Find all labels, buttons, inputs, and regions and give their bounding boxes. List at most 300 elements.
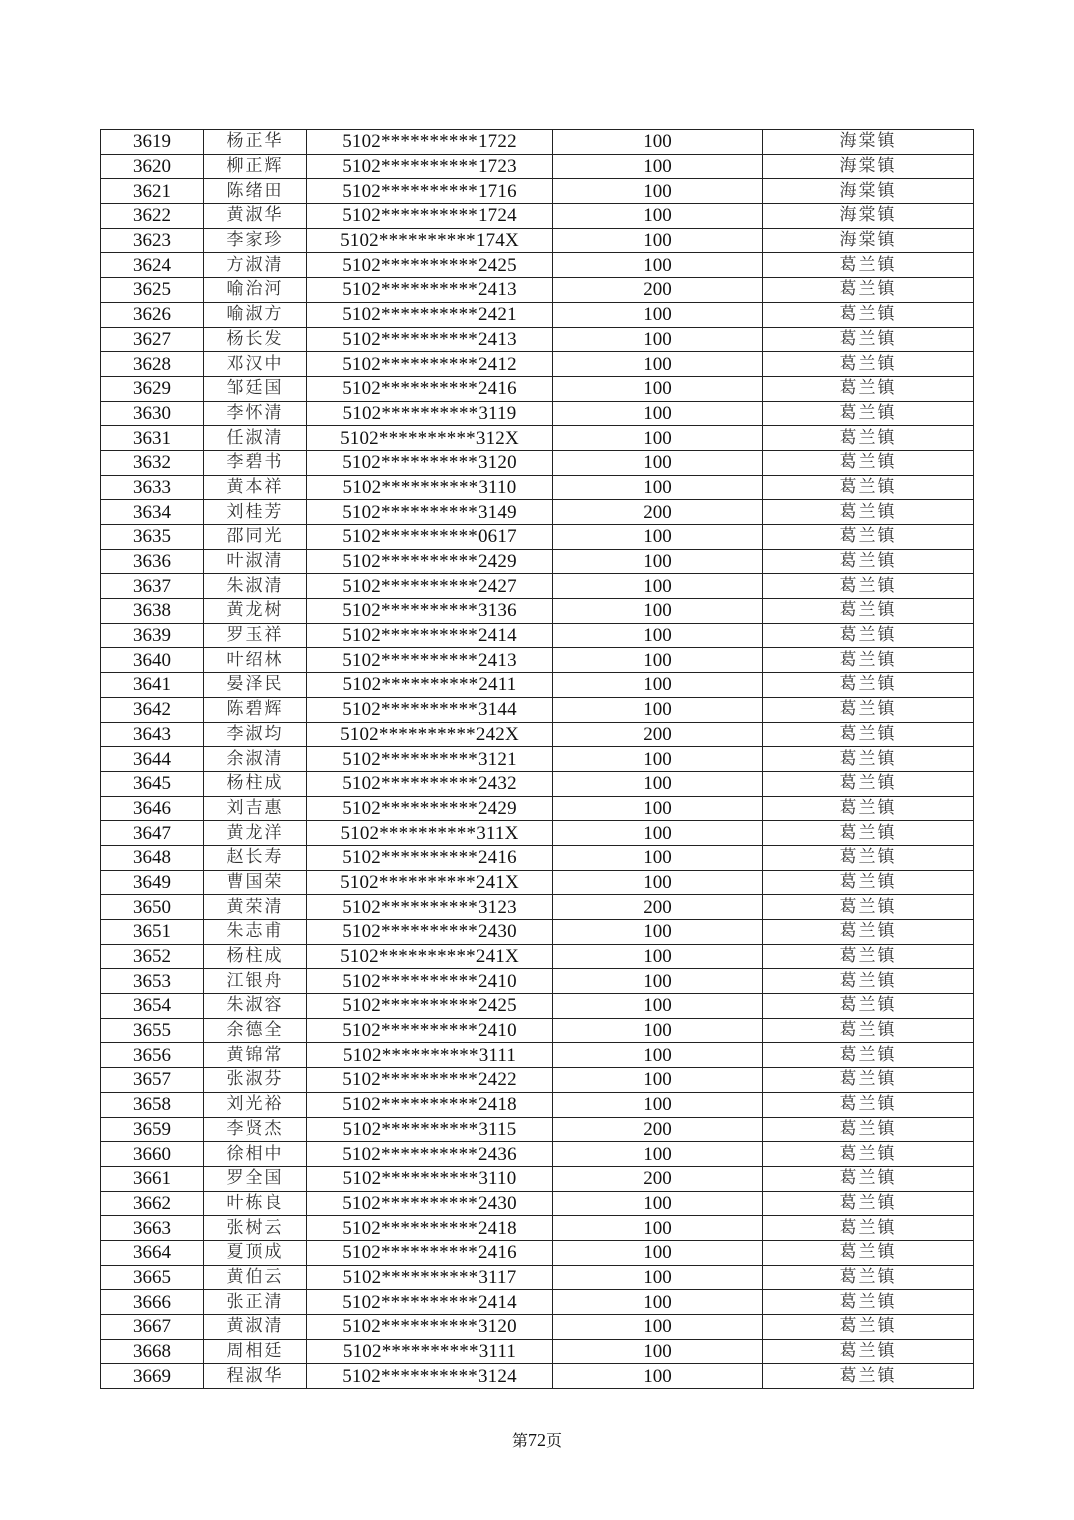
cell-name: 刘光裕 [204, 1092, 307, 1117]
table-row [101, 747, 974, 772]
cell-seq: 3624 [101, 253, 204, 278]
cell-amount: 100 [553, 1068, 763, 1093]
cell-id-number: 5102**********2421 [307, 302, 553, 327]
table-row [101, 994, 974, 1019]
cell-amount: 200 [553, 722, 763, 747]
cell-town: 葛兰镇 [763, 969, 974, 994]
cell-town: 葛兰镇 [763, 450, 974, 475]
cell-id-number: 5102**********2416 [307, 845, 553, 870]
cell-seq: 3650 [101, 895, 204, 920]
cell-amount: 100 [553, 376, 763, 401]
cell-name: 喻治河 [204, 278, 307, 303]
cell-seq: 3628 [101, 352, 204, 377]
page-number: 72 [528, 1430, 546, 1450]
cell-town: 葛兰镇 [763, 1339, 974, 1364]
cell-town: 葛兰镇 [763, 1364, 974, 1389]
cell-name: 余德全 [204, 1018, 307, 1043]
cell-amount: 100 [553, 1315, 763, 1340]
cell-town: 葛兰镇 [763, 574, 974, 599]
cell-amount: 100 [553, 401, 763, 426]
cell-town: 海棠镇 [763, 130, 974, 155]
cell-name: 晏泽民 [204, 673, 307, 698]
cell-town: 葛兰镇 [763, 1240, 974, 1265]
cell-town: 葛兰镇 [763, 796, 974, 821]
cell-id-number: 5102**********3111 [307, 1043, 553, 1068]
cell-seq: 3653 [101, 969, 204, 994]
cell-seq: 3634 [101, 500, 204, 525]
cell-seq: 3635 [101, 525, 204, 550]
table-row [101, 253, 974, 278]
table-row [101, 1339, 974, 1364]
table-row [101, 426, 974, 451]
cell-name: 张树云 [204, 1216, 307, 1241]
cell-seq: 3625 [101, 278, 204, 303]
cell-amount: 100 [553, 944, 763, 969]
cell-amount: 100 [553, 228, 763, 253]
cell-id-number: 5102**********2430 [307, 920, 553, 945]
cell-amount: 100 [553, 525, 763, 550]
cell-id-number: 5102**********1724 [307, 204, 553, 229]
table-row [101, 1191, 974, 1216]
cell-id-number: 5102**********2413 [307, 278, 553, 303]
cell-id-number: 5102**********0617 [307, 525, 553, 550]
cell-seq: 3659 [101, 1117, 204, 1142]
cell-amount: 200 [553, 895, 763, 920]
cell-town: 葛兰镇 [763, 327, 974, 352]
cell-id-number: 5102**********2410 [307, 1018, 553, 1043]
cell-seq: 3638 [101, 599, 204, 624]
cell-id-number: 5102**********2414 [307, 623, 553, 648]
table-row [101, 450, 974, 475]
cell-seq: 3644 [101, 747, 204, 772]
table-row [101, 845, 974, 870]
cell-seq: 3621 [101, 179, 204, 204]
cell-town: 葛兰镇 [763, 302, 974, 327]
cell-id-number: 5102**********2416 [307, 376, 553, 401]
cell-id-number: 5102**********1723 [307, 154, 553, 179]
table-row [101, 697, 974, 722]
cell-name: 任淑清 [204, 426, 307, 451]
table-row [101, 525, 974, 550]
cell-seq: 3656 [101, 1043, 204, 1068]
cell-seq: 3620 [101, 154, 204, 179]
table-row [101, 475, 974, 500]
table-row [101, 327, 974, 352]
cell-name: 徐相中 [204, 1142, 307, 1167]
cell-name: 黄龙树 [204, 599, 307, 624]
table-row [101, 1043, 974, 1068]
cell-town: 葛兰镇 [763, 944, 974, 969]
cell-id-number: 5102**********3124 [307, 1364, 553, 1389]
cell-seq: 3668 [101, 1339, 204, 1364]
cell-seq: 3631 [101, 426, 204, 451]
cell-amount: 100 [553, 697, 763, 722]
cell-id-number: 5102**********3117 [307, 1265, 553, 1290]
cell-town: 葛兰镇 [763, 1265, 974, 1290]
cell-name: 罗玉祥 [204, 623, 307, 648]
cell-amount: 100 [553, 870, 763, 895]
cell-id-number: 5102**********2411 [307, 673, 553, 698]
cell-seq: 3622 [101, 204, 204, 229]
cell-name: 黄本祥 [204, 475, 307, 500]
cell-id-number: 5102**********3115 [307, 1117, 553, 1142]
cell-seq: 3632 [101, 450, 204, 475]
cell-town: 葛兰镇 [763, 1191, 974, 1216]
cell-amount: 100 [553, 599, 763, 624]
cell-name: 黄龙洋 [204, 821, 307, 846]
cell-seq: 3651 [101, 920, 204, 945]
cell-amount: 100 [553, 549, 763, 574]
cell-seq: 3665 [101, 1265, 204, 1290]
cell-town: 葛兰镇 [763, 1315, 974, 1340]
cell-id-number: 5102**********241X [307, 870, 553, 895]
cell-seq: 3669 [101, 1364, 204, 1389]
cell-id-number: 5102**********3121 [307, 747, 553, 772]
cell-amount: 100 [553, 648, 763, 673]
cell-seq: 3636 [101, 549, 204, 574]
cell-amount: 100 [553, 475, 763, 500]
table-row [101, 1240, 974, 1265]
cell-name: 刘桂芳 [204, 500, 307, 525]
table-row [101, 821, 974, 846]
cell-name: 陈碧辉 [204, 697, 307, 722]
cell-id-number: 5102**********2414 [307, 1290, 553, 1315]
cell-amount: 100 [553, 969, 763, 994]
cell-town: 葛兰镇 [763, 525, 974, 550]
table-row [101, 228, 974, 253]
cell-town: 海棠镇 [763, 228, 974, 253]
cell-amount: 100 [553, 1018, 763, 1043]
cell-name: 喻淑方 [204, 302, 307, 327]
cell-name: 周相廷 [204, 1339, 307, 1364]
cell-seq: 3645 [101, 771, 204, 796]
cell-amount: 200 [553, 1117, 763, 1142]
table-row [101, 179, 974, 204]
cell-seq: 3664 [101, 1240, 204, 1265]
cell-amount: 100 [553, 1290, 763, 1315]
cell-name: 邹廷国 [204, 376, 307, 401]
cell-name: 江银舟 [204, 969, 307, 994]
cell-id-number: 5102**********2418 [307, 1216, 553, 1241]
cell-amount: 200 [553, 500, 763, 525]
cell-seq: 3630 [101, 401, 204, 426]
cell-name: 余淑清 [204, 747, 307, 772]
cell-seq: 3626 [101, 302, 204, 327]
table-row [101, 1315, 974, 1340]
cell-id-number: 5102**********241X [307, 944, 553, 969]
cell-town: 葛兰镇 [763, 821, 974, 846]
cell-seq: 3658 [101, 1092, 204, 1117]
cell-amount: 100 [553, 1191, 763, 1216]
table-row [101, 771, 974, 796]
cell-id-number: 5102**********312X [307, 426, 553, 451]
cell-amount: 100 [553, 1265, 763, 1290]
cell-seq: 3649 [101, 870, 204, 895]
cell-town: 葛兰镇 [763, 673, 974, 698]
cell-name: 叶淑清 [204, 549, 307, 574]
cell-id-number: 5102**********2427 [307, 574, 553, 599]
cell-seq: 3643 [101, 722, 204, 747]
cell-amount: 100 [553, 130, 763, 155]
cell-amount: 100 [553, 920, 763, 945]
cell-id-number: 5102**********2425 [307, 994, 553, 1019]
cell-amount: 100 [553, 623, 763, 648]
table-row [101, 1068, 974, 1093]
cell-town: 葛兰镇 [763, 599, 974, 624]
cell-seq: 3662 [101, 1191, 204, 1216]
cell-id-number: 5102**********1722 [307, 130, 553, 155]
cell-id-number: 5102**********3111 [307, 1339, 553, 1364]
cell-amount: 100 [553, 574, 763, 599]
table-row [101, 574, 974, 599]
cell-town: 葛兰镇 [763, 1068, 974, 1093]
cell-seq: 3660 [101, 1142, 204, 1167]
cell-amount: 100 [553, 673, 763, 698]
cell-town: 葛兰镇 [763, 845, 974, 870]
cell-seq: 3619 [101, 130, 204, 155]
table-row [101, 302, 974, 327]
cell-town: 葛兰镇 [763, 352, 974, 377]
cell-name: 杨正华 [204, 130, 307, 155]
cell-town: 葛兰镇 [763, 870, 974, 895]
cell-id-number: 5102**********2425 [307, 253, 553, 278]
cell-id-number: 5102**********2429 [307, 549, 553, 574]
cell-town: 葛兰镇 [763, 1142, 974, 1167]
cell-town: 葛兰镇 [763, 426, 974, 451]
cell-town: 葛兰镇 [763, 722, 974, 747]
table-row [101, 673, 974, 698]
cell-id-number: 5102**********2436 [307, 1142, 553, 1167]
cell-amount: 100 [553, 154, 763, 179]
table-body [101, 130, 974, 1389]
cell-name: 张正清 [204, 1290, 307, 1315]
cell-town: 葛兰镇 [763, 253, 974, 278]
table-row [101, 500, 974, 525]
table-row [101, 1216, 974, 1241]
cell-name: 刘吉惠 [204, 796, 307, 821]
cell-name: 杨长发 [204, 327, 307, 352]
cell-name: 李怀清 [204, 401, 307, 426]
cell-id-number: 5102**********2413 [307, 648, 553, 673]
cell-amount: 100 [553, 450, 763, 475]
cell-seq: 3629 [101, 376, 204, 401]
table-row [101, 154, 974, 179]
table-row [101, 1092, 974, 1117]
cell-town: 葛兰镇 [763, 994, 974, 1019]
cell-name: 叶绍林 [204, 648, 307, 673]
cell-name: 叶栋良 [204, 1191, 307, 1216]
cell-id-number: 5102**********2432 [307, 771, 553, 796]
table-row [101, 648, 974, 673]
cell-id-number: 5102**********2418 [307, 1092, 553, 1117]
cell-name: 黄淑华 [204, 204, 307, 229]
cell-name: 黄锦常 [204, 1043, 307, 1068]
cell-town: 葛兰镇 [763, 1216, 974, 1241]
page-footer-prefix: 第 [511, 1431, 528, 1450]
cell-name: 罗全国 [204, 1166, 307, 1191]
subsidy-table [100, 129, 974, 1389]
cell-amount: 100 [553, 1043, 763, 1068]
table-row [101, 401, 974, 426]
cell-id-number: 5102**********2422 [307, 1068, 553, 1093]
table-row [101, 352, 974, 377]
cell-name: 杨柱成 [204, 944, 307, 969]
table-row [101, 204, 974, 229]
table-row [101, 1290, 974, 1315]
table-row [101, 599, 974, 624]
table-row [101, 870, 974, 895]
cell-seq: 3627 [101, 327, 204, 352]
cell-seq: 3641 [101, 673, 204, 698]
cell-town: 葛兰镇 [763, 1043, 974, 1068]
cell-town: 葛兰镇 [763, 920, 974, 945]
table-row [101, 1364, 974, 1389]
cell-id-number: 5102**********3120 [307, 1315, 553, 1340]
cell-amount: 100 [553, 1092, 763, 1117]
cell-amount: 100 [553, 1240, 763, 1265]
cell-id-number: 5102**********3110 [307, 1166, 553, 1191]
cell-amount: 100 [553, 771, 763, 796]
cell-town: 葛兰镇 [763, 1092, 974, 1117]
page-footer [0, 1428, 1074, 1453]
cell-id-number: 5102**********2430 [307, 1191, 553, 1216]
cell-amount: 100 [553, 994, 763, 1019]
cell-name: 李家珍 [204, 228, 307, 253]
table-row [101, 1117, 974, 1142]
table-row [101, 1166, 974, 1191]
cell-name: 程淑华 [204, 1364, 307, 1389]
cell-seq: 3637 [101, 574, 204, 599]
cell-amount: 200 [553, 278, 763, 303]
cell-amount: 100 [553, 821, 763, 846]
cell-seq: 3652 [101, 944, 204, 969]
cell-seq: 3655 [101, 1018, 204, 1043]
cell-town: 葛兰镇 [763, 500, 974, 525]
table-row [101, 1265, 974, 1290]
cell-name: 邓汉中 [204, 352, 307, 377]
cell-seq: 3646 [101, 796, 204, 821]
cell-id-number: 5102**********311X [307, 821, 553, 846]
cell-name: 黄荣清 [204, 895, 307, 920]
cell-id-number: 5102**********3123 [307, 895, 553, 920]
cell-name: 赵长寿 [204, 845, 307, 870]
cell-id-number: 5102**********174X [307, 228, 553, 253]
cell-seq: 3667 [101, 1315, 204, 1340]
cell-town: 葛兰镇 [763, 747, 974, 772]
cell-amount: 100 [553, 426, 763, 451]
cell-amount: 100 [553, 204, 763, 229]
cell-seq: 3647 [101, 821, 204, 846]
table-row [101, 623, 974, 648]
cell-name: 柳正辉 [204, 154, 307, 179]
cell-seq: 3666 [101, 1290, 204, 1315]
cell-seq: 3640 [101, 648, 204, 673]
table-row [101, 944, 974, 969]
cell-amount: 200 [553, 1166, 763, 1191]
cell-town: 葛兰镇 [763, 475, 974, 500]
cell-town: 葛兰镇 [763, 1166, 974, 1191]
cell-id-number: 5102**********242X [307, 722, 553, 747]
cell-id-number: 5102**********3144 [307, 697, 553, 722]
cell-amount: 100 [553, 845, 763, 870]
table-row [101, 549, 974, 574]
cell-town: 葛兰镇 [763, 648, 974, 673]
cell-town: 葛兰镇 [763, 1018, 974, 1043]
cell-amount: 100 [553, 302, 763, 327]
cell-town: 海棠镇 [763, 204, 974, 229]
cell-name: 曹国荣 [204, 870, 307, 895]
table-row [101, 278, 974, 303]
cell-id-number: 5102**********2429 [307, 796, 553, 821]
cell-amount: 100 [553, 352, 763, 377]
cell-amount: 100 [553, 796, 763, 821]
cell-name: 黄伯云 [204, 1265, 307, 1290]
cell-name: 李淑均 [204, 722, 307, 747]
table-row [101, 1018, 974, 1043]
cell-town: 葛兰镇 [763, 623, 974, 648]
page-footer-suffix: 页 [546, 1431, 563, 1450]
cell-amount: 100 [553, 179, 763, 204]
cell-town: 葛兰镇 [763, 278, 974, 303]
cell-town: 葛兰镇 [763, 1290, 974, 1315]
cell-name: 邵同光 [204, 525, 307, 550]
cell-town: 葛兰镇 [763, 549, 974, 574]
cell-town: 葛兰镇 [763, 401, 974, 426]
cell-id-number: 5102**********3110 [307, 475, 553, 500]
table-row [101, 1142, 974, 1167]
cell-name: 杨柱成 [204, 771, 307, 796]
cell-id-number: 5102**********3149 [307, 500, 553, 525]
cell-amount: 100 [553, 1364, 763, 1389]
cell-seq: 3639 [101, 623, 204, 648]
table-row [101, 796, 974, 821]
cell-id-number: 5102**********3120 [307, 450, 553, 475]
cell-id-number: 5102**********3136 [307, 599, 553, 624]
cell-id-number: 5102**********3119 [307, 401, 553, 426]
table-row [101, 376, 974, 401]
table-row [101, 130, 974, 155]
cell-town: 海棠镇 [763, 179, 974, 204]
cell-town: 葛兰镇 [763, 771, 974, 796]
cell-id-number: 5102**********2416 [307, 1240, 553, 1265]
cell-name: 张淑芬 [204, 1068, 307, 1093]
cell-town: 葛兰镇 [763, 895, 974, 920]
cell-seq: 3657 [101, 1068, 204, 1093]
cell-seq: 3661 [101, 1166, 204, 1191]
cell-id-number: 5102**********2410 [307, 969, 553, 994]
table-row [101, 722, 974, 747]
cell-seq: 3648 [101, 845, 204, 870]
cell-id-number: 5102**********2413 [307, 327, 553, 352]
cell-amount: 100 [553, 327, 763, 352]
cell-seq: 3654 [101, 994, 204, 1019]
cell-town: 葛兰镇 [763, 697, 974, 722]
cell-id-number: 5102**********1716 [307, 179, 553, 204]
cell-name: 朱淑容 [204, 994, 307, 1019]
cell-name: 朱志甫 [204, 920, 307, 945]
cell-town: 葛兰镇 [763, 376, 974, 401]
table-row [101, 895, 974, 920]
cell-amount: 100 [553, 1142, 763, 1167]
cell-town: 海棠镇 [763, 154, 974, 179]
cell-name: 李碧书 [204, 450, 307, 475]
cell-amount: 100 [553, 253, 763, 278]
cell-amount: 100 [553, 747, 763, 772]
cell-name: 朱淑清 [204, 574, 307, 599]
cell-seq: 3633 [101, 475, 204, 500]
cell-amount: 100 [553, 1216, 763, 1241]
table-row [101, 969, 974, 994]
